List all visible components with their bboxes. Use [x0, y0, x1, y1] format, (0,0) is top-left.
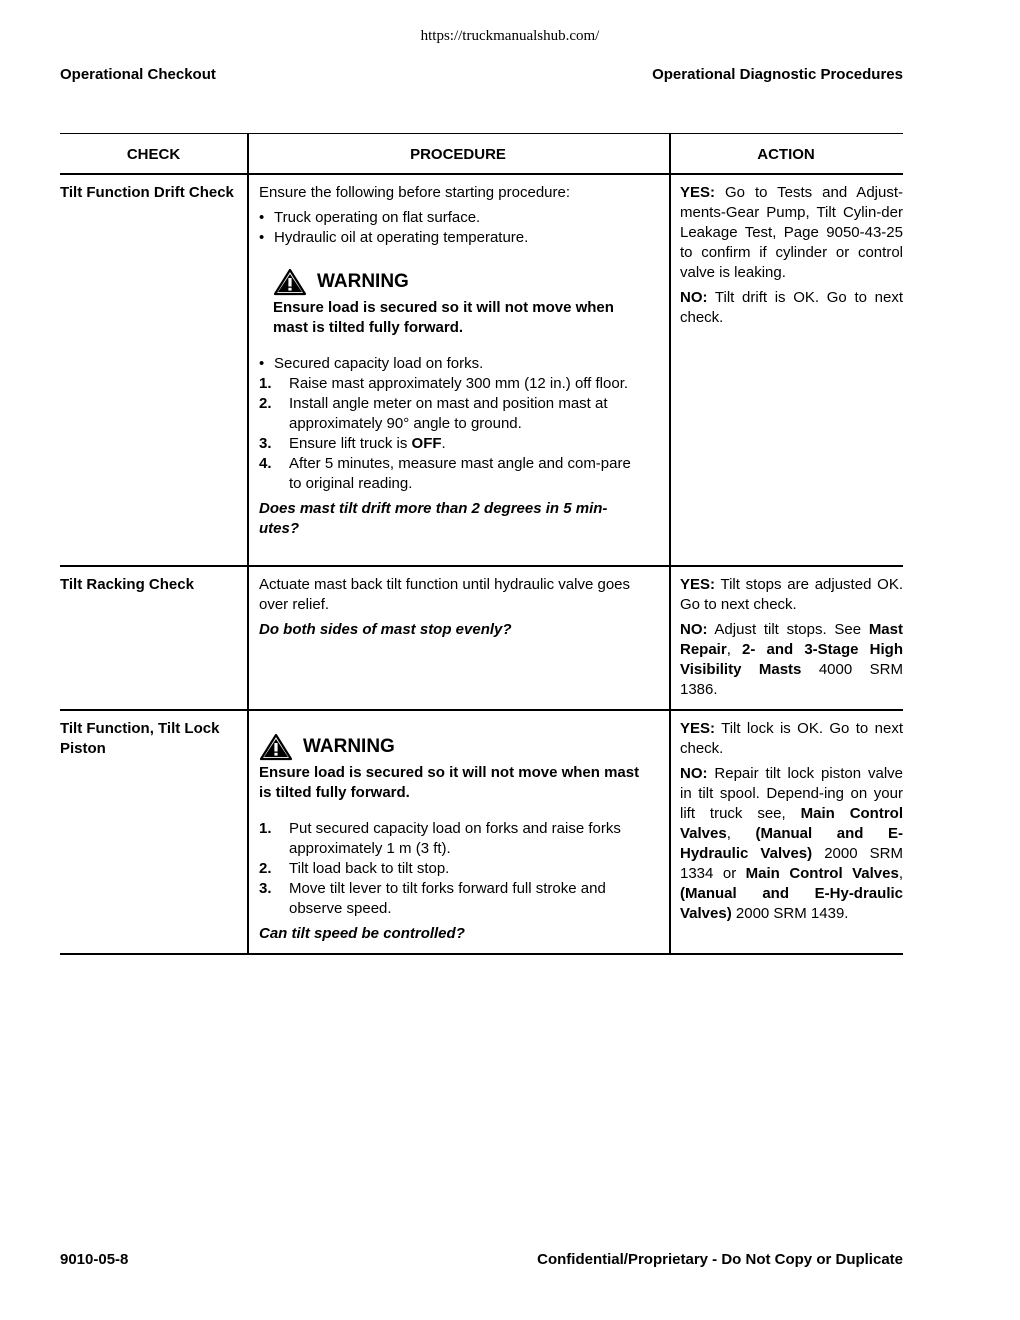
yes-label: YES: [680, 184, 716, 201]
warning-text: Ensure load is secured so it will not move when mast is tilted fully forward. [259, 764, 640, 801]
action-cell: YES: Tilt stops are adjusted OK. Go to next check. NO: Adjust tilt stops. See Mast Repair, 2- and 3-Stage High Visibility Masts 4000 SRM 1386. [680, 576, 903, 698]
column-header-check: CHECK [126, 145, 181, 163]
yes-text: Go to Tests and Adjust-ments-Gear Pump, Tilt Cylin-der Leakage Test, Page 9050-43-25 to confirm if cylinder or control valve is leaking. [680, 184, 903, 281]
no-label: NO: [680, 765, 708, 782]
warning-icon [273, 268, 307, 296]
action-cell [669, 174, 903, 566]
header-section-title: Operational Checkout [60, 66, 216, 83]
procedure-cell [247, 174, 669, 566]
procedure-table [60, 133, 903, 954]
warning-icon [259, 733, 293, 761]
procedure-cell [247, 710, 669, 954]
step-item: 2. Install angle meter on mast and position mast at approximately 90° angle to ground. [259, 395, 608, 432]
procedure-question: Does mast tilt drift more than 2 degrees in 5 min-utes? [259, 500, 608, 537]
list-item: • Truck operating on flat surface. [259, 209, 481, 226]
list-item: • Secured capacity load on forks. [259, 355, 484, 372]
source-url[interactable]: https://truckmanualshub.com/ [420, 28, 600, 44]
list-item: • Hydraulic oil at operating temperature. [259, 229, 529, 246]
column-header-procedure: PROCEDURE [410, 145, 506, 163]
footer-confidential-notice: Confidential/Proprietary - Do Not Copy or Duplicate [537, 1251, 903, 1268]
step-item: 1. Raise mast approximately 300 mm (12 in.) off floor. [259, 375, 629, 392]
table-row [60, 566, 903, 710]
warning-box [273, 268, 643, 338]
no-text: Tilt drift is OK. Go to next check. [680, 289, 903, 326]
procedure-intro: Actuate mast back tilt function until hydraulic valve goes over relief. [259, 576, 631, 613]
yes-label: YES: [680, 720, 716, 737]
yes-label: YES: [680, 576, 716, 593]
table-row [60, 710, 903, 954]
column-header-action: ACTION [757, 145, 815, 163]
procedure-cell [247, 566, 669, 710]
no-label: NO: [680, 621, 708, 638]
step-item: 1. Put secured capacity load on forks and raise forks approximately 1 m (3 ft). [259, 820, 621, 857]
footer-page-number: 9010-05-8 [60, 1251, 129, 1268]
procedure-question: Can tilt speed be controlled? [259, 925, 465, 942]
no-label: NO: [680, 289, 708, 306]
procedure-question: Do both sides of mast stop evenly? [259, 621, 512, 638]
check-name: Tilt Function Drift Check [60, 184, 234, 201]
warning-title: WARNING [317, 271, 409, 292]
table-header-row [60, 133, 903, 174]
step-item: 4. After 5 minutes, measure mast angle and com-pare to original reading. [259, 455, 631, 492]
yes-text: Tilt lock is OK. Go to next check. [680, 720, 903, 757]
yes-text: Tilt stops are adjusted OK. Go to next check. [680, 576, 903, 613]
check-name: Tilt Racking Check [60, 576, 194, 593]
header-chapter-title: Operational Diagnostic Procedures [652, 66, 903, 83]
warning-title: WARNING [303, 736, 395, 757]
step-item: 3. Ensure lift truck is OFF. [259, 435, 446, 452]
procedure-intro: Ensure the following before starting procedure: [259, 184, 571, 201]
check-name: Tilt Function, Tilt Lock Piston [60, 720, 220, 757]
table-row [60, 174, 903, 566]
warning-box [259, 733, 643, 803]
action-cell: YES: Tilt lock is OK. Go to next check. NO: Repair tilt lock piston valve in tilt spool. Depend-ing on your lift truck see, Main Control Valves, (Manual and E-Hydraulic Valves) 2000 SRM 1334 or Main Control Valves, (Manual and E-Hy-draulic Valves) 2000 SRM 1439. [680, 720, 904, 922]
step-item: 2. Tilt load back to tilt stop. [259, 860, 450, 877]
warning-text: Ensure load is secured so it will not move when mast is tilted fully forward. [273, 299, 614, 336]
step-item: 3. Move tilt lever to tilt forks forward full stroke and observe speed. [259, 880, 606, 917]
